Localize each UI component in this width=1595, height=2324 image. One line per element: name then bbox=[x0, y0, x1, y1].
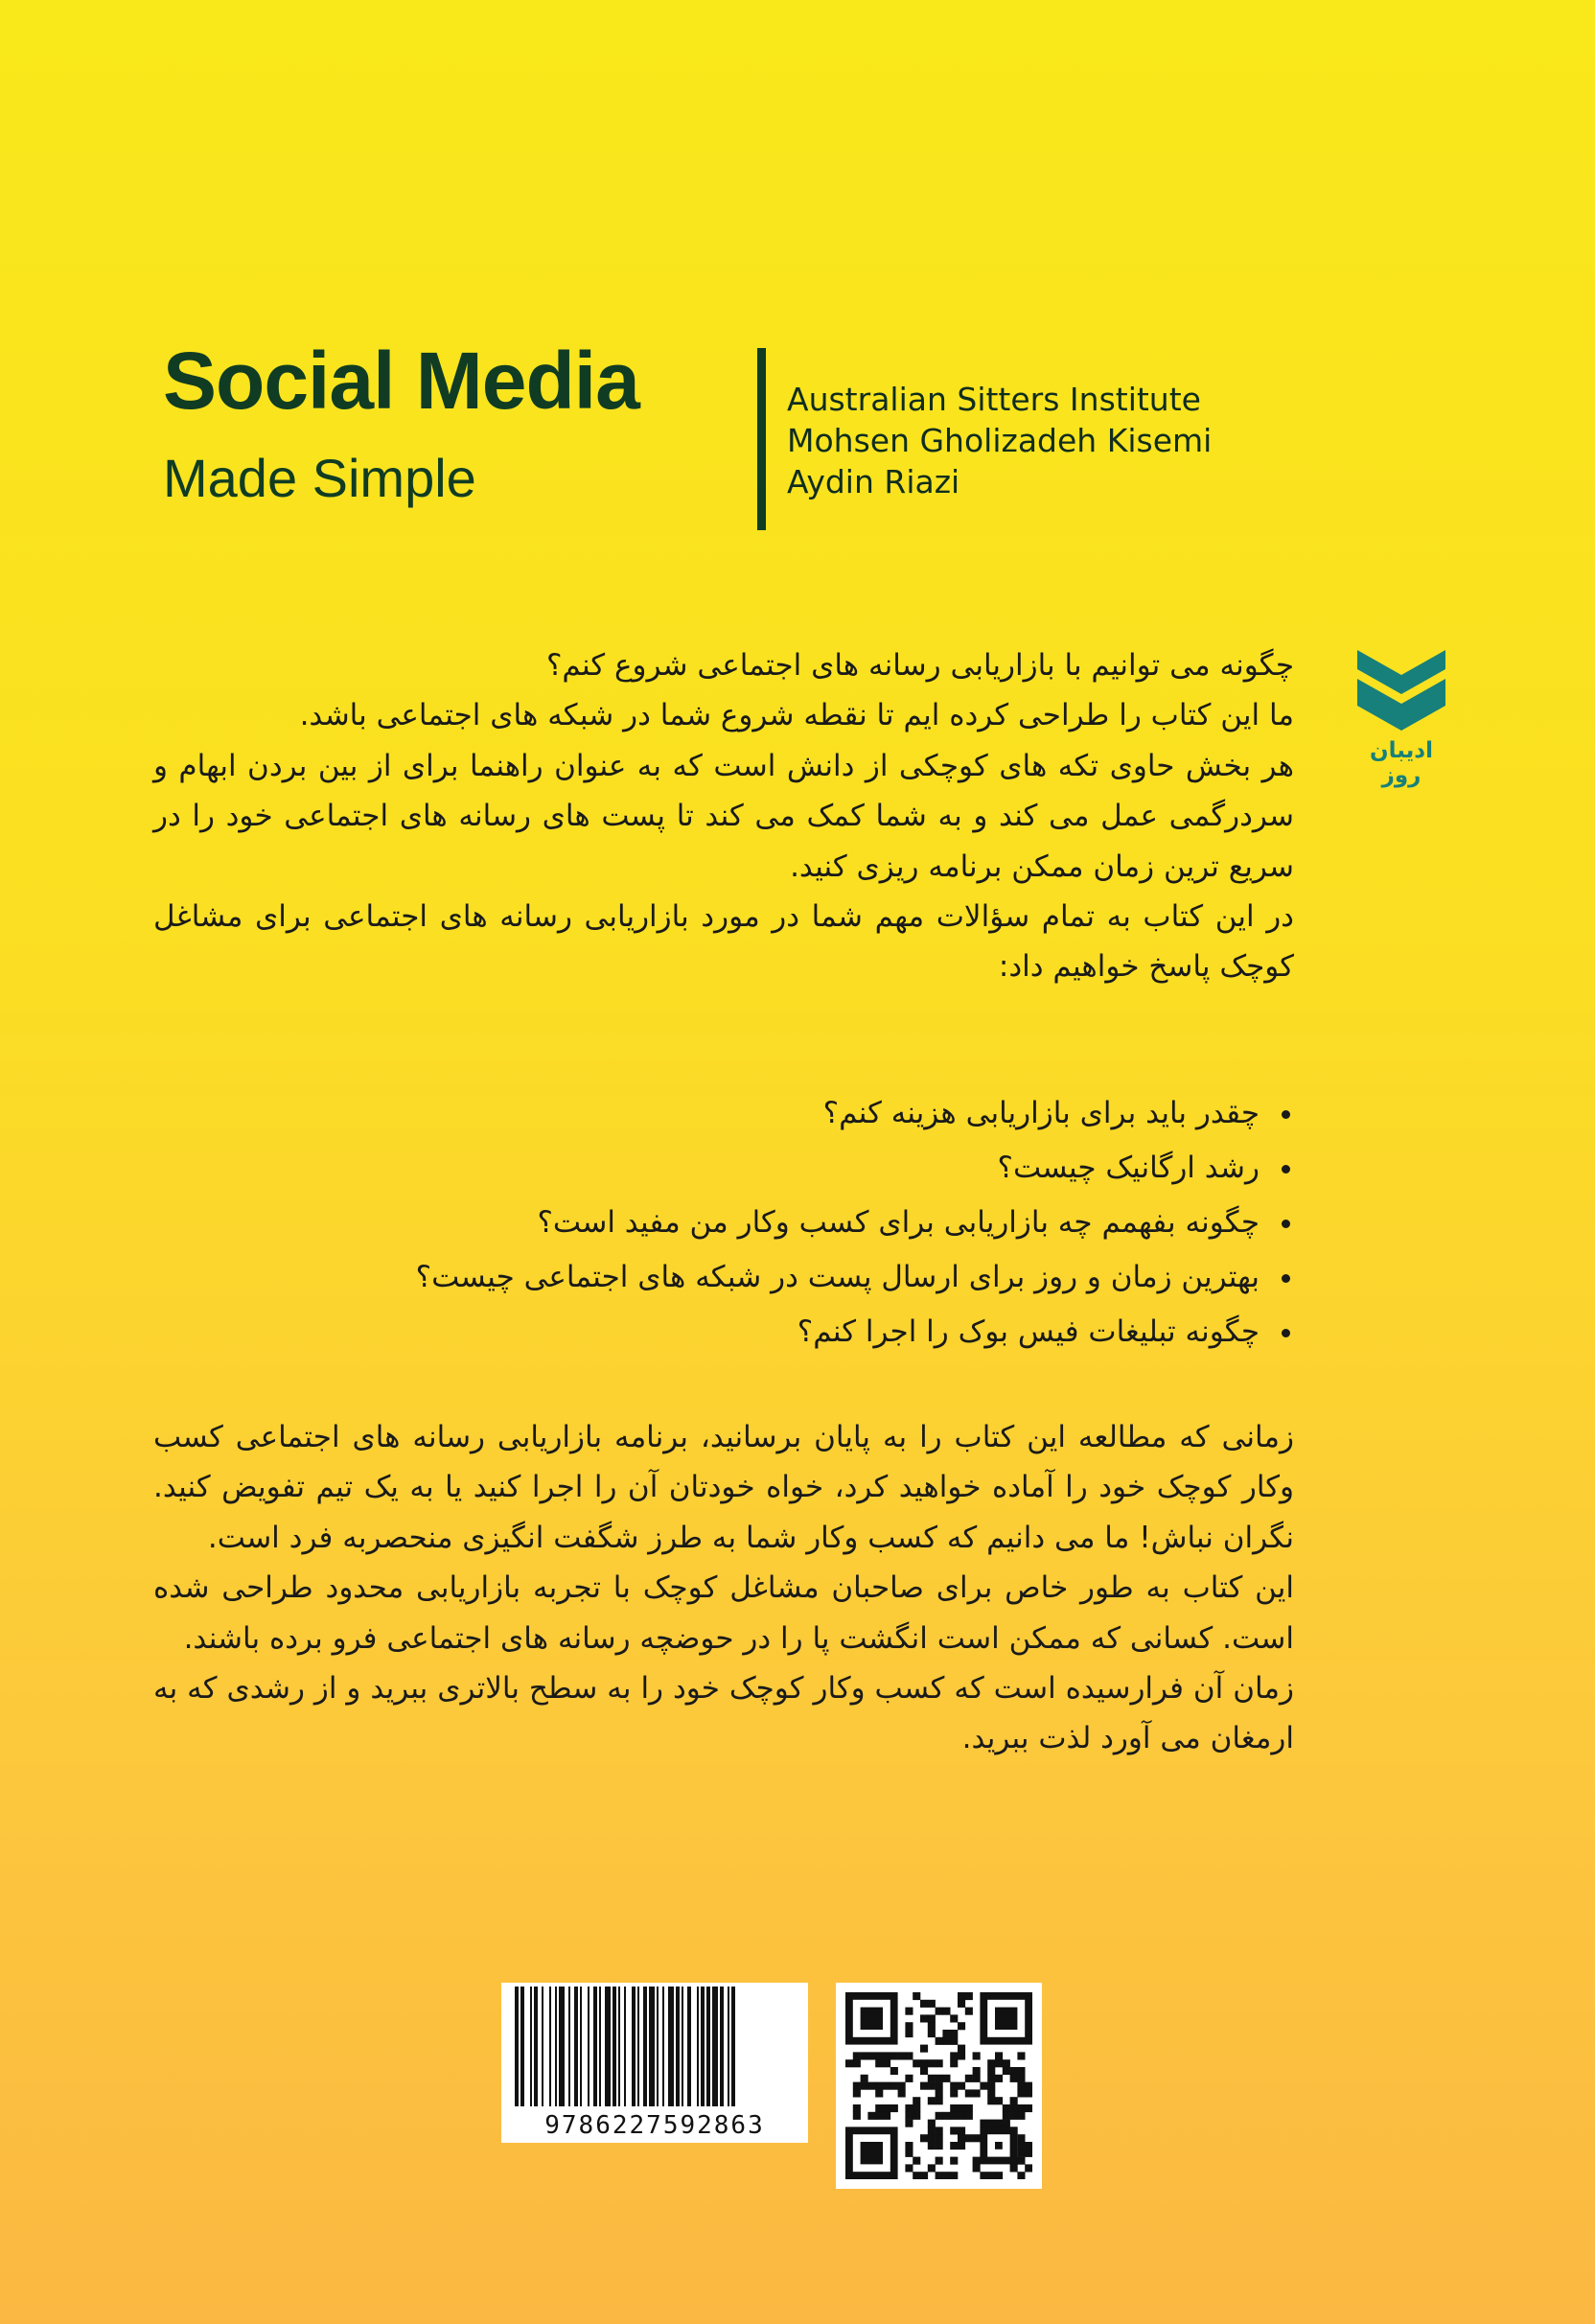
author-name: Mohsen Gholizadeh Kisemi bbox=[787, 422, 1213, 459]
intro-paragraph: هر بخش حاوی تکه های کوچکی از دانش است که به عنوان راهنما برای از بین بردن ابهام و سردرگمی عمل می کند و به شما کمک می کند تا پست های رسانه های اجتماعی خود را در سریع ترین زمان ممکن برنامه ریزی کنید. bbox=[153, 748, 1294, 884]
title-divider bbox=[757, 348, 766, 530]
bullet-icon bbox=[1282, 1110, 1290, 1119]
intro-paragraph: ما این کتاب را طراحی کرده ایم تا نقطه شروع شما در شبکه های اجتماعی باشد. bbox=[299, 698, 1294, 733]
bullet-icon bbox=[1282, 1165, 1290, 1174]
book-title: Social Media bbox=[163, 336, 639, 426]
list-item bbox=[288, 1250, 1294, 1305]
list-item bbox=[288, 1305, 1294, 1360]
question-text: چگونه بفهمم چه بازاریابی برای کسب وکار من مفید است؟ bbox=[537, 1205, 1260, 1240]
publisher-name: ادیبان روز bbox=[1370, 738, 1433, 788]
question-text: بهترین زمان و روز برای ارسال پست در شبکه های اجتماعی چیست؟ bbox=[415, 1260, 1260, 1294]
question-list bbox=[288, 1086, 1294, 1360]
intro-text bbox=[153, 640, 1294, 992]
intro-paragraph: در این کتاب به تمام سؤالات مهم شما در مورد بازاریابی رسانه های اجتماعی برای مشاغل کوچک پاسخ خواهیم داد: bbox=[153, 899, 1294, 985]
title-block bbox=[163, 336, 738, 508]
closing-paragraph: این کتاب به طور خاص برای صاحبان مشاغل کوچک با تجربه بازاریابی محدود طراحی شده است. کسانی که ممکن است انگشت پا را در حوضچه رسانه های اجتماعی فرو برده باشند. bbox=[153, 1570, 1294, 1656]
intro-paragraph: چگونه می توانیم با بازاریابی رسانه های اجتماعی شروع کنم؟ bbox=[545, 648, 1294, 683]
author-name: Aydin Riazi bbox=[787, 463, 960, 500]
bullet-icon bbox=[1282, 1274, 1290, 1283]
question-text: رشد ارگانیک چیست؟ bbox=[997, 1150, 1260, 1185]
barcode-icon bbox=[511, 1987, 798, 2106]
book-subtitle: Made Simple bbox=[163, 448, 476, 508]
list-item bbox=[288, 1141, 1294, 1196]
question-text: چقدر باید برای بازاریابی هزینه کنم؟ bbox=[822, 1096, 1260, 1130]
isbn-barcode bbox=[501, 1983, 808, 2143]
closing-paragraph: زمان آن فرارسیده است که کسب وکار کوچک خود را به سطح بالاتری ببرید و از رشدی که به ارمغان می آورد لذت ببرید. bbox=[153, 1671, 1294, 1756]
publisher-logo bbox=[1357, 650, 1445, 788]
list-item bbox=[288, 1086, 1294, 1141]
qr-code bbox=[836, 1983, 1042, 2189]
list-item bbox=[288, 1196, 1294, 1250]
closing-text bbox=[153, 1412, 1294, 1764]
author-list bbox=[787, 379, 1324, 502]
closing-paragraph: زمانی که مطالعه این کتاب را به پایان برسانید، برنامه بازاریابی رسانه های اجتماعی کسب وکار کوچک خود را آماده خواهید کرد، خواه خودتان آن را اجرا کنید یا به یک تیم تفویض کنید. نگران نباش! ما می دانیم که کسب وکار شما به طرز شگفت انگیزی منحصربه فرد است. bbox=[153, 1420, 1294, 1555]
author-name: Australian Sitters Institute bbox=[787, 381, 1201, 418]
book-chevron-icon bbox=[1357, 650, 1445, 731]
bullet-icon bbox=[1282, 1220, 1290, 1228]
question-text: چگونه تبلیغات فیس بوک را اجرا کنم؟ bbox=[797, 1314, 1260, 1349]
bullet-icon bbox=[1282, 1329, 1290, 1337]
isbn-number: 9786227592863 bbox=[544, 2111, 765, 2140]
qr-code-icon bbox=[845, 1992, 1032, 2179]
